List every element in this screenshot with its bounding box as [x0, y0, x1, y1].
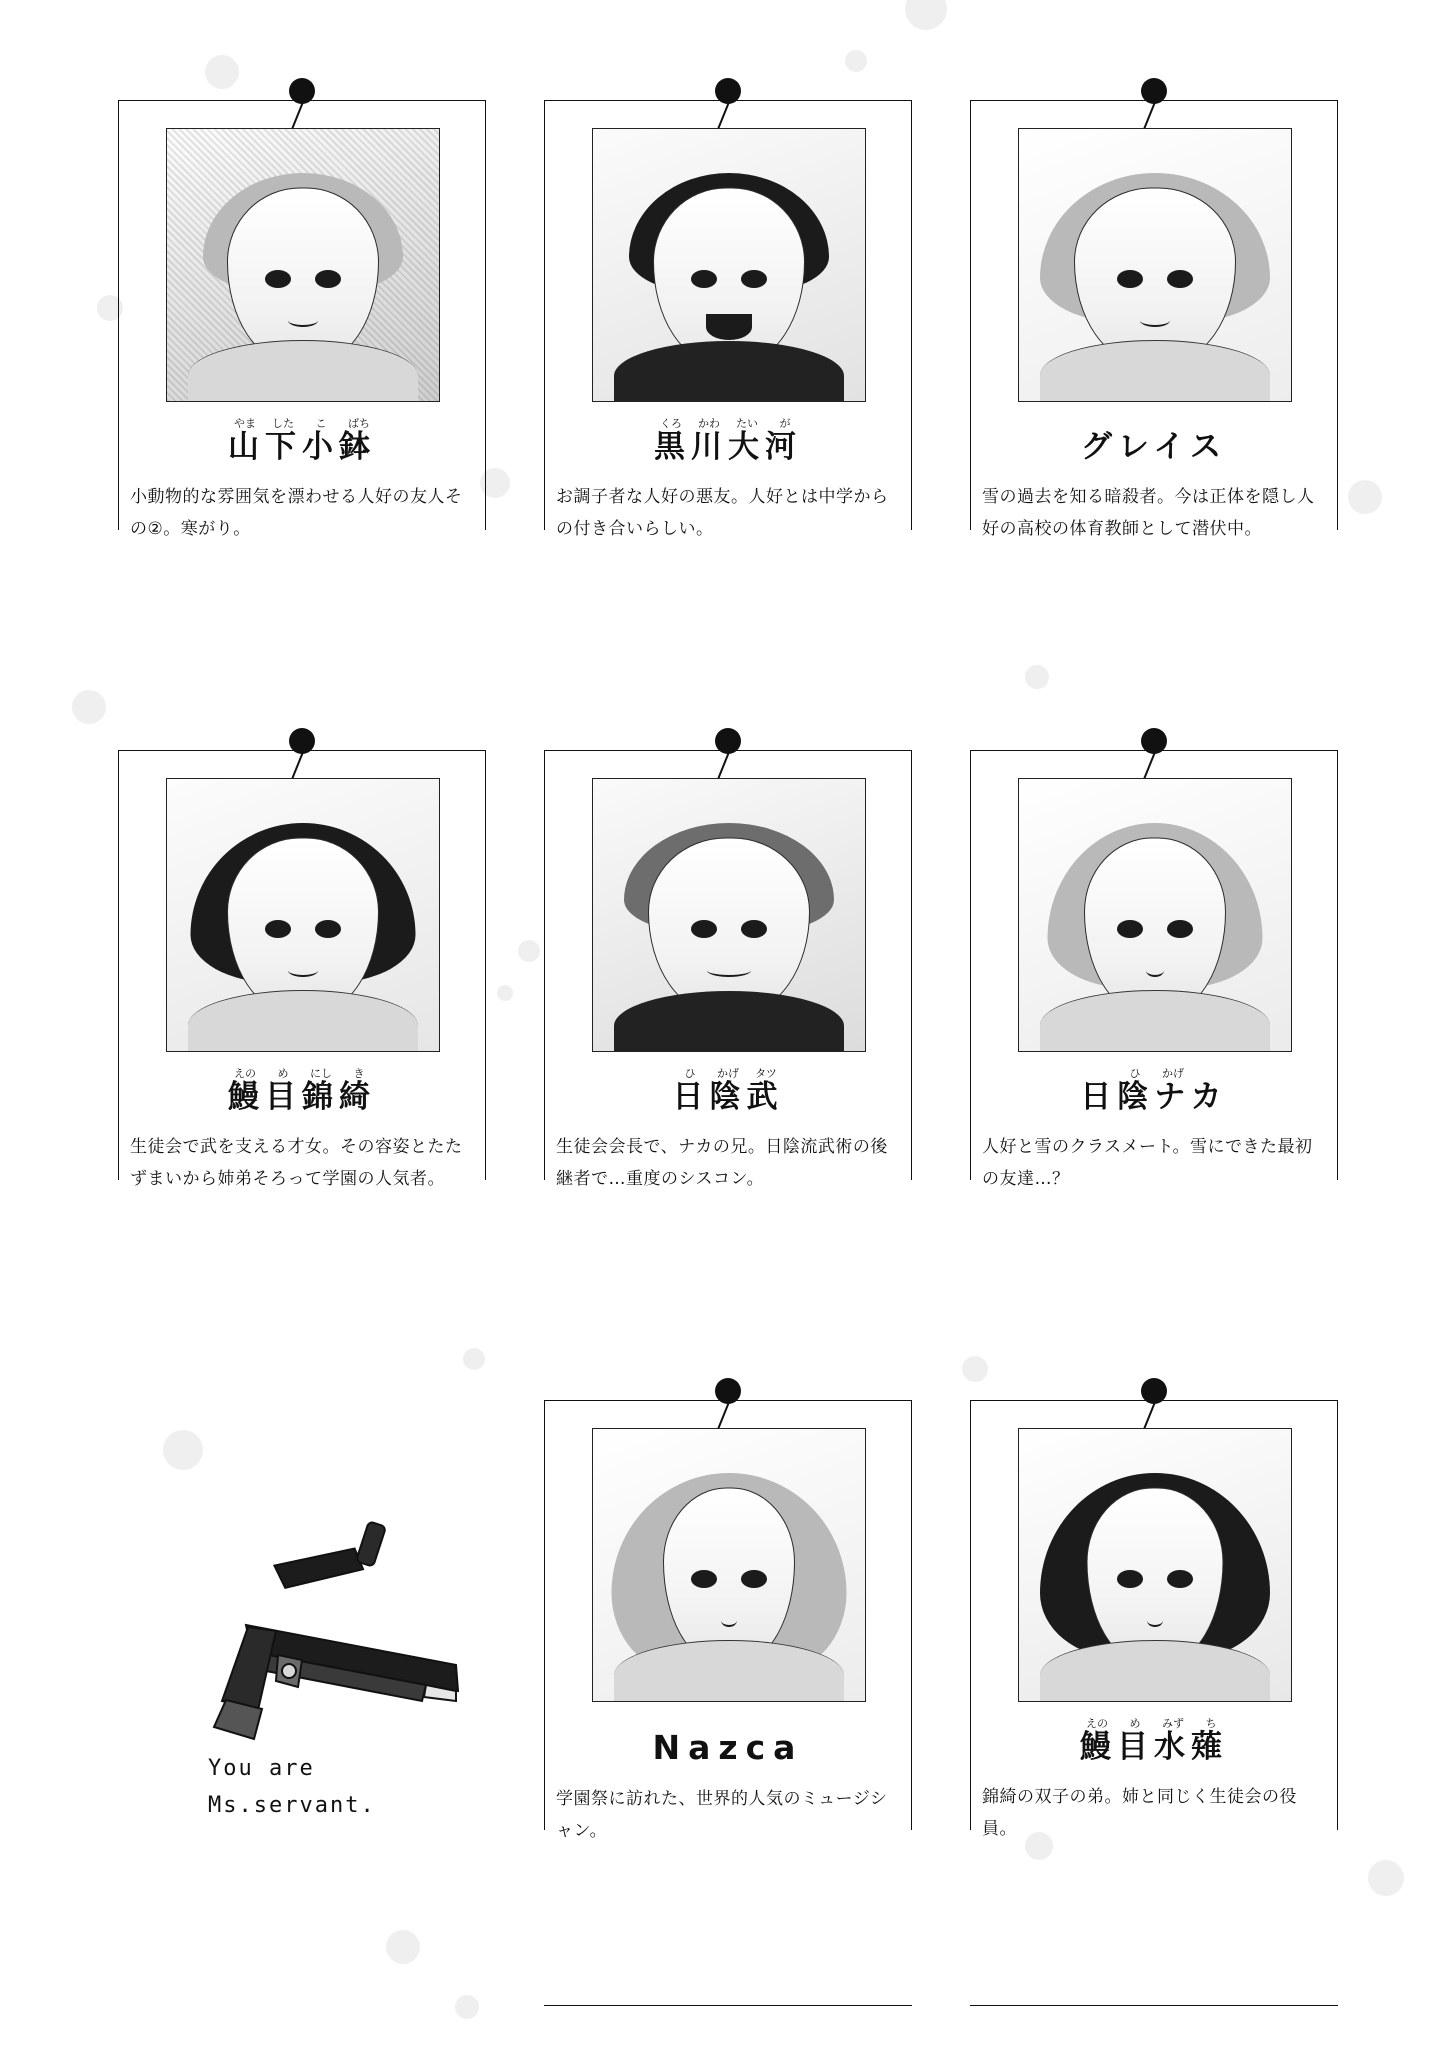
character-description: 生徒会会長で、ナカの兄。日陰流武術の後継者で…重度のシスコン。 [556, 1137, 888, 1189]
gun-caption [208, 1750, 468, 1825]
pin-icon [715, 78, 741, 104]
card-rule-left [544, 100, 545, 530]
character-name-ruby: ひ かげ タツ [684, 1067, 777, 1080]
character-description: 錦綺の双子の弟。姉と同じく生徒会の役員。 [982, 1787, 1297, 1839]
card-rule-right [1337, 750, 1338, 1180]
character-name-text: 日陰ナカ [1080, 1079, 1228, 1115]
character-name [552, 418, 904, 464]
character-photo-wrap [592, 1428, 864, 1702]
pin-icon [289, 728, 315, 754]
pin-icon [715, 1378, 741, 1404]
card-rule-right [485, 750, 486, 1180]
card-rule-bottom [544, 2005, 912, 2006]
character-name-ruby: ひ かげ [1129, 1067, 1184, 1080]
card-rule-left [544, 750, 545, 1180]
character-card-hikage-naka[interactable] [960, 710, 1348, 1350]
character-card-enome-mizuchi[interactable] [960, 1360, 1348, 2000]
character-portrait [592, 778, 866, 1052]
character-name [552, 1068, 904, 1114]
character-name [126, 1068, 478, 1114]
character-card-hikage-tatsu[interactable] [534, 710, 922, 1350]
character-photo-wrap [166, 128, 438, 402]
character-photo-wrap [1018, 128, 1290, 402]
gun-caption-line1: You are [208, 1756, 315, 1781]
character-description: お調子者な人好の悪友。人好とは中学からの付き合いらしい。 [556, 487, 889, 539]
character-photo-wrap [166, 778, 438, 1052]
character-portrait [166, 128, 440, 402]
card-rule-right [485, 100, 486, 530]
character-name [552, 1718, 904, 1766]
character-photo-wrap [1018, 778, 1290, 1052]
character-name [978, 1718, 1330, 1764]
pin-icon [289, 78, 315, 104]
character-description: 雪の過去を知る暗殺者。今は正体を隠し人好の高校の体育教師として潜伏中。 [982, 487, 1315, 539]
character-name-ruby: くろ かわ たい が [660, 417, 791, 430]
gun-illustration-panel [108, 1360, 496, 2000]
character-portrait [1018, 128, 1292, 402]
character-portrait [592, 128, 866, 402]
card-rule-right [911, 1400, 912, 1830]
gun-caption-line2: Ms.servant. [208, 1793, 376, 1819]
character-card-yamashita-kobachi[interactable] [108, 60, 496, 700]
character-name-ruby: やま した こ ばち [234, 417, 370, 430]
character-name-ruby: えの め にし き [234, 1067, 365, 1080]
character-name-text: 山下小鉢 [228, 429, 376, 465]
pin-icon [715, 728, 741, 754]
character-name-ruby: えの め みず ち [1086, 1717, 1217, 1730]
card-rule-left [970, 750, 971, 1180]
character-portrait [1018, 778, 1292, 1052]
pin-icon [1141, 1378, 1167, 1404]
card-rule-right [1337, 1400, 1338, 1830]
character-portrait [166, 778, 440, 1052]
character-name-text: 鰻目錦綺 [228, 1079, 376, 1115]
pin-icon [1141, 78, 1167, 104]
character-description: 生徒会で武を支える才女。その容姿とたたずまいから姉弟そろって学園の人気者。 [130, 1137, 463, 1189]
character-portrait [592, 1428, 866, 1702]
card-rule-right [911, 100, 912, 530]
character-portrait [1018, 1428, 1292, 1702]
character-description: 小動物的な雰囲気を漂わせる人好の友人その②。寒がり。 [130, 487, 463, 539]
character-name-text: Nazca [652, 1728, 804, 1767]
character-name-text: 黒川大河 [654, 429, 802, 465]
character-card-kurokawa-taiga[interactable] [534, 60, 922, 700]
card-rule-left [544, 1400, 545, 1830]
character-card-grace[interactable] [960, 60, 1348, 700]
card-rule-left [970, 100, 971, 530]
character-grid [108, 60, 1348, 2000]
character-card-nazca[interactable] [534, 1360, 922, 2000]
card-rule-left [970, 1400, 971, 1830]
card-rule-left [118, 100, 119, 530]
character-photo-wrap [592, 778, 864, 1052]
card-rule-left [118, 750, 119, 1180]
card-rule-right [1337, 100, 1338, 530]
character-description: 人好と雪のクラスメート。雪にできた最初の友達…？ [982, 1137, 1313, 1189]
pistol-icon [126, 1495, 486, 1755]
character-description: 学園祭に訪れた、世界的人気のミュージシャン。 [556, 1789, 888, 1841]
card-rule-bottom [970, 2005, 1338, 2006]
character-name [978, 1068, 1330, 1114]
character-name-text: 日陰武 [672, 1079, 784, 1115]
character-name-text: 鰻目水薙 [1080, 1729, 1228, 1765]
character-name-text: グレイス [1080, 429, 1228, 465]
character-name [978, 418, 1330, 464]
character-photo-wrap [1018, 1428, 1290, 1702]
pin-icon [1141, 728, 1167, 754]
character-photo-wrap [592, 128, 864, 402]
character-name [126, 418, 478, 464]
card-rule-right [911, 750, 912, 1180]
character-card-enome-nishiki[interactable] [108, 710, 496, 1350]
